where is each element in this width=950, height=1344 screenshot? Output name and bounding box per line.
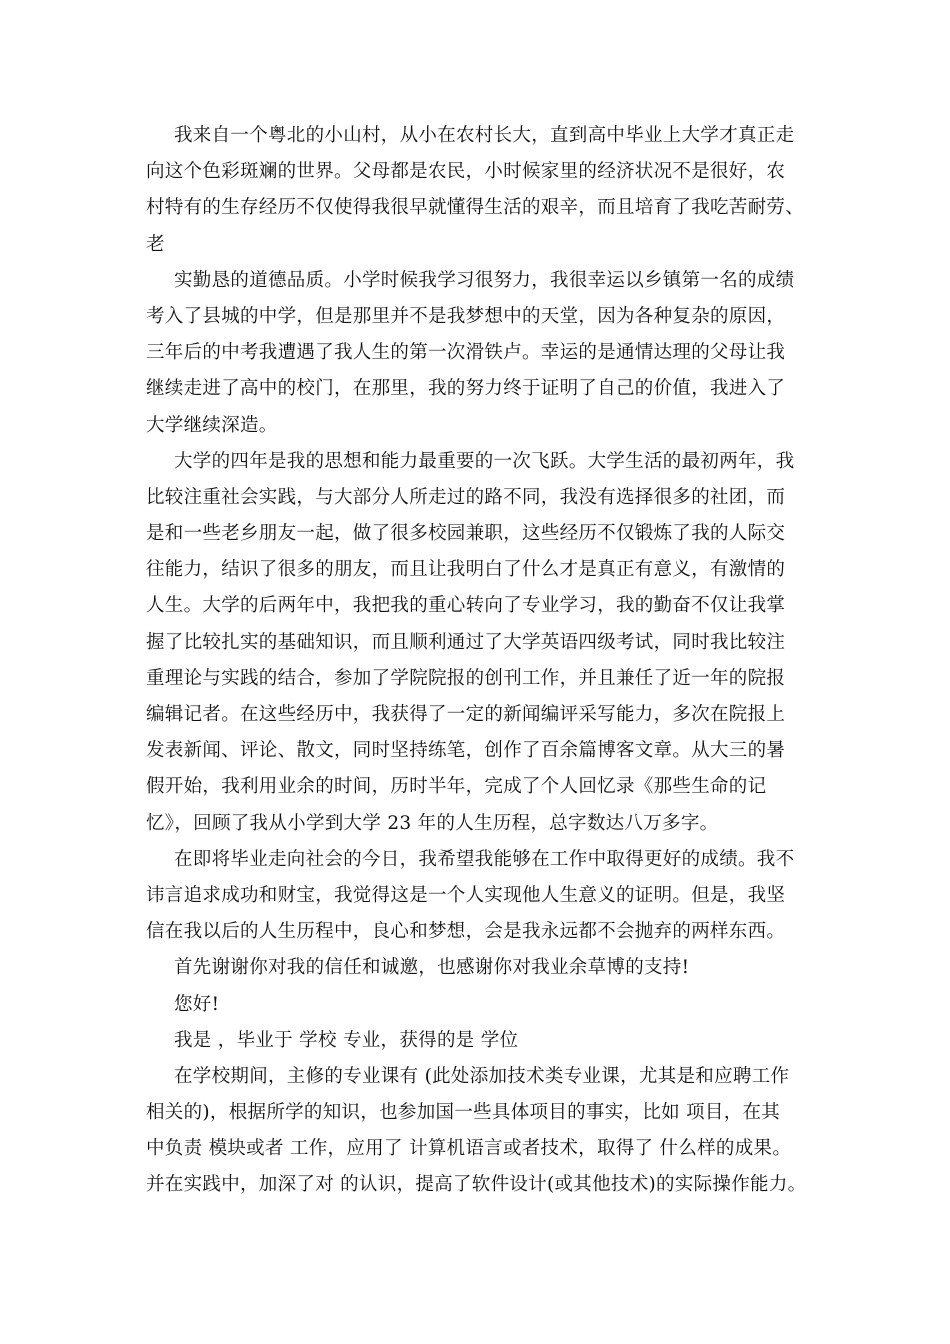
- text-line: 比较注重社会实践，与大部分人所走过的路不同，我没有选择很多的社团，而: [146, 486, 786, 508]
- text-line: 大学的四年是我的思想和能力最重要的一次飞跃。大学生活的最初两年，我: [174, 450, 795, 472]
- text-line: 我是 ，毕业于 学校 专业，获得的是 学位: [174, 1029, 519, 1051]
- text-line: 相关的)，根据所学的知识，也参加国一些具体项目的事实，比如 项目，在其: [146, 1102, 781, 1124]
- text-line: 老: [146, 233, 165, 255]
- text-line: 实勤恳的道德品质。小学时候我学习很努力，我很幸运以乡镇第一名的成绩: [174, 269, 795, 291]
- text-line: 您好!: [174, 993, 220, 1015]
- document-body: [146, 118, 826, 1204]
- text-line: 握了比较扎实的基础知识，而且顺利通过了大学英语四级考试，同时我比较注: [146, 631, 786, 653]
- text-line: 首先谢谢你对我的信任和诚邀，也感谢你对我业余草博的支持!: [174, 957, 690, 979]
- text-line: 大学继续深造。: [146, 414, 278, 436]
- text-line: 三年后的中考我遭遇了我人生的第一次滑铁卢。幸运的是通情达理的父母让我: [146, 342, 786, 364]
- text-line: 编辑记者。在这些经历中，我获得了一定的新闻编评采写能力，多次在院报上: [146, 704, 786, 725]
- text-line: 发表新闻、评论、散文，同时坚持练笔，创作了百余篇博客文章。从大三的暑: [146, 740, 786, 762]
- text-line: 讳言追求成功和财宝，我觉得这是一个人实现他人生意义的证明。但是，我坚: [146, 884, 786, 906]
- text-line: 我来自一个粤北的小山村，从小在农村长大，直到高中毕业上大学才真正走: [174, 125, 795, 146]
- text-line: 村特有的生存经历不仅使得我很早就懂得生活的艰辛，而且培育了我吃苦耐劳、: [146, 197, 805, 219]
- text-line: 中负责 模块或者 工作，应用了 计算机语言或者技术，取得了 什么样的成果。: [146, 1138, 792, 1160]
- text-line: 人生。大学的后两年中，我把我的重心转向了专业学习，我的勤奋不仅让我掌: [146, 595, 786, 617]
- text-line: 是和一些老乡朋友一起，做了很多校园兼职，这些经历不仅锻炼了我的人际交: [146, 523, 786, 545]
- text-line: 忆》，回顾了我从小学到大学 23 年的人生历程，总字数达八万多字。: [146, 812, 719, 834]
- text-line: 重理论与实践的结合，参加了学院院报的创刊工作，并且兼任了近一年的院报: [146, 667, 786, 689]
- text-line: 在即将毕业走向社会的今日，我希望我能够在工作中取得更好的成绩。我不: [174, 848, 795, 870]
- text-line: 考入了县城的中学，但是那里并不是我梦想中的天堂，因为各种复杂的原因，: [146, 305, 786, 327]
- text-line: 在学校期间，主修的专业课有 (此处添加技术类专业课，尤其是和应聘工作: [174, 1065, 790, 1087]
- text-line: 假开始，我利用业余的时间，历时半年，完成了个人回忆录《那些生命的记: [146, 776, 767, 798]
- text-line: 继续走进了高中的校门，在那里，我的努力终于证明了自己的价值，我进入了: [146, 378, 786, 400]
- text-line: 向这个色彩斑斓的世界。父母都是农民，小时候家里的经济状况不是很好，农: [146, 161, 786, 183]
- text-line: 信在我以后的人生历程中，良心和梦想，会是我永远都不会抛弃的两样东西。: [146, 921, 786, 943]
- text-line: 并在实践中，加深了对 的认识，提高了软件设计(或其他技术)的实际操作能力。: [146, 1174, 807, 1196]
- text-line: 往能力，结识了很多的朋友，而且让我明白了什么才是真正有意义，有激情的: [146, 559, 786, 581]
